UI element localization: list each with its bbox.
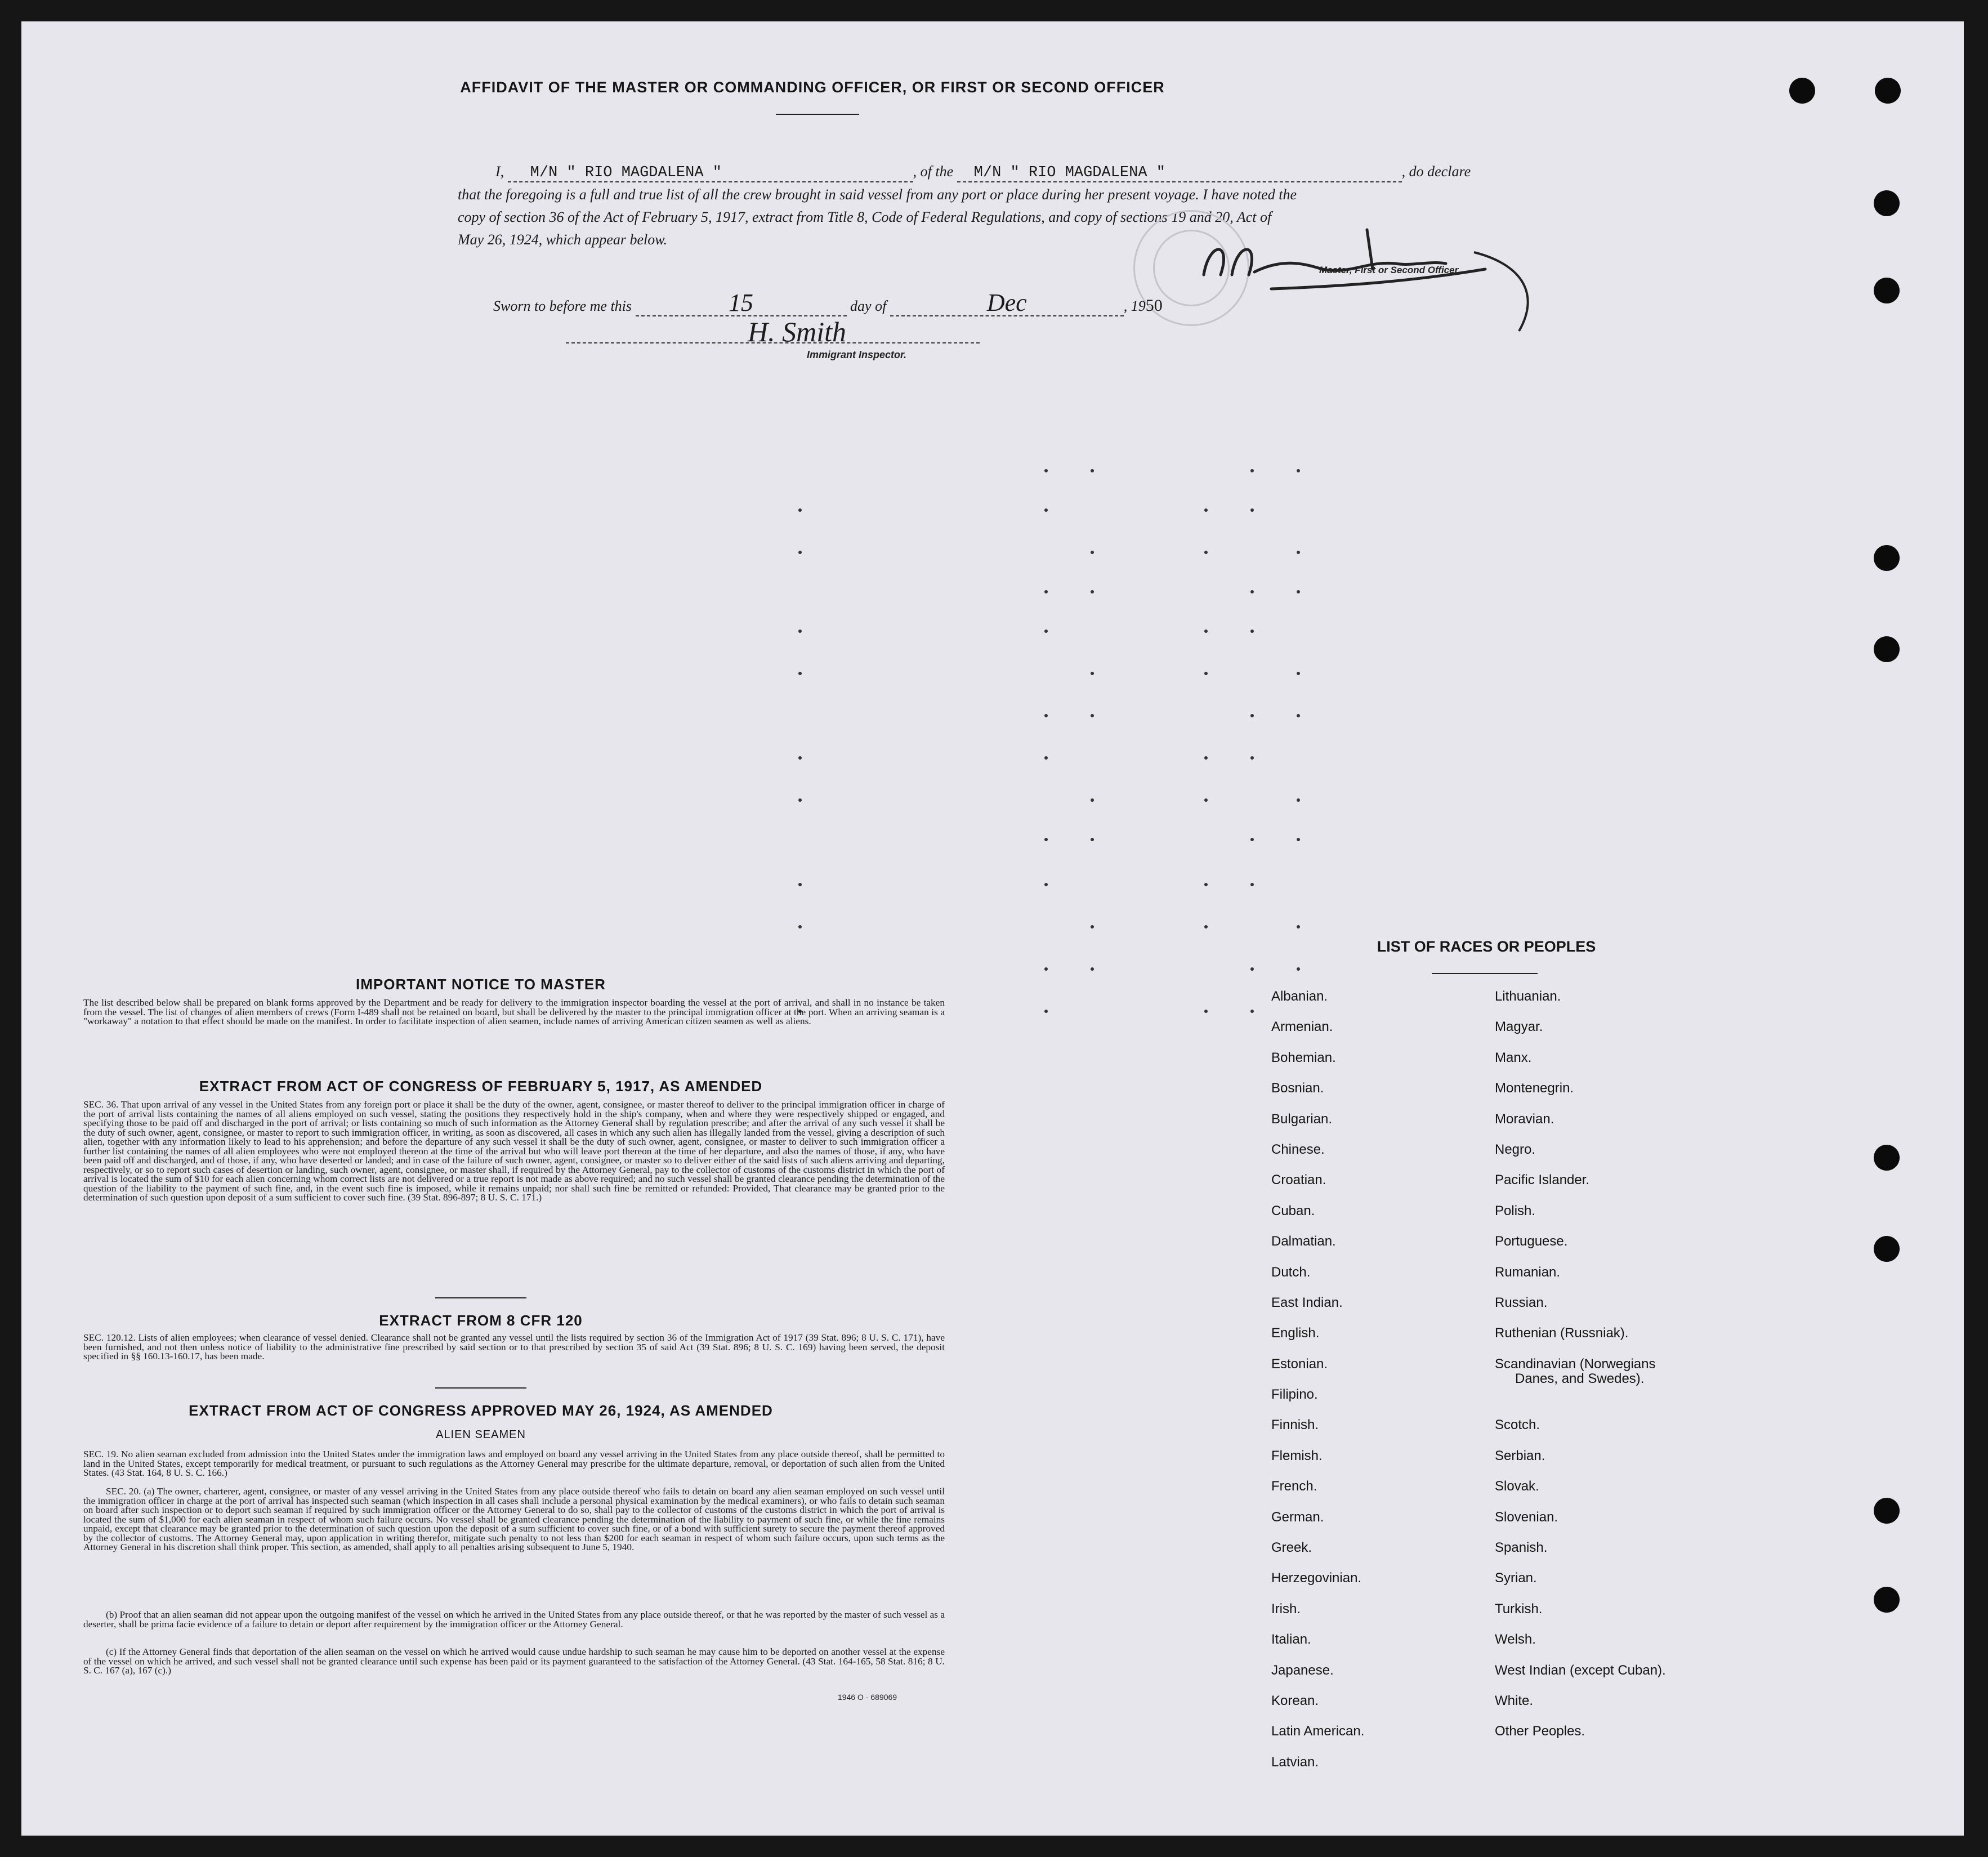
officer-name: M/N " RIO MAGDALENA " xyxy=(530,164,722,181)
vessel-name-field xyxy=(957,164,1402,182)
race-item: Polish. xyxy=(1495,1203,1536,1218)
punch-hole xyxy=(1875,78,1901,104)
race-item: Lithuanian. xyxy=(1495,989,1561,1004)
race-item: Korean. xyxy=(1271,1693,1319,1708)
race-item: West Indian (except Cuban). xyxy=(1495,1662,1666,1678)
sworn-line xyxy=(493,291,1163,316)
race-item: Albanian. xyxy=(1271,989,1328,1004)
race-item: Ruthenian (Russniak). xyxy=(1495,1325,1629,1341)
stray-dot xyxy=(1250,1010,1254,1013)
punch-hole xyxy=(1874,190,1900,216)
race-item: Montenegrin. xyxy=(1495,1081,1574,1096)
race-item: Spanish. xyxy=(1495,1540,1548,1556)
races-left-column xyxy=(1271,989,1364,1785)
sworn-year-prefix: , 19 xyxy=(1123,298,1146,314)
stray-dot xyxy=(1250,756,1254,760)
races-title-underline xyxy=(1432,973,1538,974)
race-item: Russian. xyxy=(1495,1294,1548,1310)
master-label: Master, First or Second Officer xyxy=(1319,265,1459,275)
race-item: Turkish. xyxy=(1495,1601,1543,1617)
extract-1924-sec19: SEC. 19. No alien seaman excluded from admission into the United States under the immigration laws and employed on board any vessel arriving in the United States from any place outside thereof, shall be permitted to land in the United States, except temporarily for medical treatment, or pursuant to such regulations as the Attorney General may prescribe for the ultimate departure, removal, or deportation of such alien from the United States. (43 Stat. 164, 8 U. S. C. 166.) xyxy=(83,1449,945,1478)
stray-dot xyxy=(1250,714,1254,717)
notice-body: The list described below shall be prepared on blank forms approved by the Department and be ready for delivery to the immigration inspector boarding the vessel at the port of arrival, and shall in no instance be taken from the vessel. The list of changes of alien members of crews (Form I-489 shall not be retained on board, but shall be delivered by the master to the principal immigration officer at the port. When an arriving seaman is a "workaway" a notation to that effect should be made on the manifest. In order to facilitate inspection of alien seamen, include names of arriving American citizen seamen as well as aliens. xyxy=(83,997,945,1026)
section-divider xyxy=(435,1387,526,1389)
stray-dot xyxy=(1297,551,1300,554)
affidavit-line-3: copy of section 36 of the Act of February 5, 1917, extract from Title 8, Code of Federal Regulations, and copy of sections 19 and 20, Act of xyxy=(458,209,1272,225)
race-item: Portuguese. xyxy=(1495,1234,1568,1249)
race-item: Dutch. xyxy=(1271,1264,1311,1280)
stray-dot xyxy=(1204,508,1208,512)
stray-dot xyxy=(798,883,802,886)
document-sheet xyxy=(21,21,1964,1836)
stray-dot xyxy=(1250,469,1254,472)
extract-1924-title: EXTRACT FROM ACT OF CONGRESS APPROVED MAY 26, 1924, AS AMENDED xyxy=(189,1402,773,1419)
race-item: Bosnian. xyxy=(1271,1081,1324,1096)
stray-dot xyxy=(1044,590,1048,593)
sworn-prefix: Sworn to before me this xyxy=(493,298,632,314)
stray-dot xyxy=(1297,672,1300,675)
stray-dot xyxy=(1091,925,1094,928)
stray-dot xyxy=(1204,925,1208,928)
race-item: Serbian. xyxy=(1495,1448,1545,1463)
inspector-signature: H. Smith xyxy=(748,316,846,347)
stray-dot xyxy=(1250,508,1254,512)
stray-dot xyxy=(1297,925,1300,928)
stray-dot xyxy=(1297,714,1300,717)
stray-dot xyxy=(1204,630,1208,633)
stray-dot xyxy=(1091,672,1094,675)
stray-dot xyxy=(1250,590,1254,593)
stray-dot xyxy=(1204,883,1208,886)
stray-dot xyxy=(1044,1010,1048,1013)
race-item: Scandinavian (Norwegians xyxy=(1495,1356,1656,1372)
stray-dot xyxy=(798,798,802,802)
stray-dot xyxy=(798,630,802,633)
races-title: LIST OF RACES OR PEOPLES xyxy=(1377,938,1596,955)
stray-dot xyxy=(1091,714,1094,717)
punch-hole xyxy=(1874,1236,1900,1262)
affidavit-line-4: May 26, 1924, which appear below. xyxy=(458,231,668,248)
stray-dot xyxy=(1250,630,1254,633)
race-item: Bohemian. xyxy=(1271,1050,1336,1065)
extract-1924-subtitle: ALIEN SEAMEN xyxy=(436,1429,526,1441)
stray-dot xyxy=(1091,469,1094,472)
race-item: Magyar. xyxy=(1495,1019,1543,1035)
race-item: Cuban. xyxy=(1271,1203,1315,1218)
stray-dot xyxy=(1044,714,1048,717)
stray-dot xyxy=(1297,967,1300,971)
stray-dot xyxy=(1044,469,1048,472)
stray-dot xyxy=(1297,469,1300,472)
stray-dot xyxy=(1250,967,1254,971)
sworn-day: 15 xyxy=(729,289,754,316)
stray-dot xyxy=(1204,798,1208,802)
sworn-month: Dec xyxy=(986,289,1027,316)
stray-dot xyxy=(798,756,802,760)
affidavit-title: AFFIDAVIT OF THE MASTER OR COMMANDING OFFICER, OR FIRST OR SECOND OFFICER xyxy=(460,79,1165,96)
punch-hole xyxy=(1874,1145,1900,1171)
race-item: Latin American. xyxy=(1271,1724,1365,1739)
stray-dot xyxy=(1250,838,1254,841)
extract-1924-sec20a: SEC. 20. (a) The owner, charterer, agent, consignee, or master of any vessel arriving in the United States from any place outside thereof who fails to detain on board any alien seaman employed on such vessel until the immigration officer in charge at the port of arrival has inspected such seaman (which inspection in all cases shall include a personal physical examination by the medical examiners), or who fails to detain such seaman on board after such inspection or to deport such seaman if required by such immigration officer or the Attorney General to do so, shall pay to the collector of customs of the customs district in which the port of arrival is located the sum of $1,000 for each alien seaman in respect of whom such failure occurs. No vessel shall be granted clearance pending the determination of the liability to payment of such fine, or while the fine remains unpaid, except that clearance may be granted prior to the determination of such question upon the deposit of a sum sufficient to cover such fine, or of a bond with sufficient surety to secure the payment thereof approved by the collector of customs. The Attorney General may, upon application in writing therefor, mitigate such penalty to not less than $200 for each seaman in respect of whom such failure occurs, upon such terms as the Attorney General in his discretion shall think proper. This section, as amended, shall apply to all penalties arising subsequent to June 5, 1940. xyxy=(83,1486,945,1552)
race-item: Latvian. xyxy=(1271,1754,1319,1770)
race-item: Manx. xyxy=(1495,1050,1532,1065)
extract-1917-body: SEC. 36. That upon arrival of any vessel in the United States from any foreign port or place it shall be the duty of the owner, agent, consignee, or master thereof to deliver to the principal immigration officer in charge of the port of arrival lists containing the names of all aliens employed on such vessel, stating the positions they respectively hold in the ship's company, when and where they were respectively shipped or engaged, and specifying those to be paid off and discharged in the port of arrival; or lists containing so much of such information as the Attorney General shall by regulation prescribe; and after the arrival of any such vessel it shall be the duty of such owner, agent, consignee, or master to report to such immigration officer, in writing, as soon as discovered, all cases in which any such alien has illegally landed from the vessel, giving a description of such alien, together with any information likely to lead to his apprehension; and before the departure of any such vessel it shall be the duty of such owner, agent, consignee, or master to deliver to such immigration officer a further list containing the names of all alien employees who were not employed thereon at the time of the arrival but who will leave port thereon at the time of her departure, and also the names of those, if any, who have been paid off and discharged, and of those, if any, who have deserted or landed; and in case of the failure of such owner, agent, consignee, or master so to deliver either of the said lists of such aliens arriving and departing, respectively, or so to report such cases of desertion or landing, such owner, agent, consignee, or master shall, if required by the Attorney General, pay to the collector of customs of the customs district in which the port of arrival is located the sum of $10 for each alien concerning whom correct lists are not delivered or a true report is not made as above required; and no such vessel shall be granted clearance pending the determination of the question of the liability to the payment of such fine, and, in the event such fine is imposed, while it remains unpaid; nor shall such fine be remitted or refunded: Provided, That clearance may be granted prior to the determination of such question upon deposit of a sum sufficient to cover such fine. (39 Stat. 896-897; 8 U. S. C. 171.) xyxy=(83,1099,945,1203)
punch-hole xyxy=(1874,278,1900,303)
punch-hole xyxy=(1874,1498,1900,1524)
race-item: Finnish. xyxy=(1271,1417,1319,1433)
race-item: Chinese. xyxy=(1271,1141,1325,1157)
stray-dot xyxy=(798,672,802,675)
line1-prefix: I, xyxy=(495,163,504,180)
extract-1917-title: EXTRACT FROM ACT OF CONGRESS OF FEBRUARY 5, 1917, AS AMENDED xyxy=(199,1078,763,1095)
stray-dot xyxy=(1091,838,1094,841)
punch-hole xyxy=(1789,78,1815,104)
race-item: Welsh. xyxy=(1495,1632,1536,1648)
line1-middle: , of the xyxy=(913,163,954,180)
stray-dot xyxy=(1044,756,1048,760)
stray-dot xyxy=(1250,883,1254,886)
race-item: Italian. xyxy=(1271,1632,1311,1648)
race-item: Pacific Islander. xyxy=(1495,1172,1590,1188)
races-right-column xyxy=(1495,989,1666,1755)
affidavit-line-1 xyxy=(495,163,1471,182)
stray-dot xyxy=(798,551,802,554)
officer-name-field xyxy=(508,164,913,182)
race-item: Slovenian. xyxy=(1495,1509,1558,1525)
print-code: 1946 O - 689069 xyxy=(838,1693,897,1702)
race-item: Rumanian. xyxy=(1495,1264,1561,1280)
stray-dot xyxy=(1204,551,1208,554)
stray-dot xyxy=(1297,590,1300,593)
race-item: Flemish. xyxy=(1271,1448,1323,1463)
stray-dot xyxy=(1297,798,1300,802)
race-item: Negro. xyxy=(1495,1141,1536,1157)
affidavit-line-2: that the foregoing is a full and true list of all the crew brought in said vessel from any port or place during her present voyage. I have noted the xyxy=(458,186,1297,203)
stray-dot xyxy=(1044,883,1048,886)
race-item: East Indian. xyxy=(1271,1294,1343,1310)
race-item: Estonian. xyxy=(1271,1356,1328,1372)
sworn-day-label: day of xyxy=(850,298,887,314)
race-item: Dalmatian. xyxy=(1271,1234,1336,1249)
race-item: Armenian. xyxy=(1271,1019,1333,1035)
stray-dot xyxy=(1044,508,1048,512)
race-item: Moravian. xyxy=(1495,1111,1554,1127)
race-item: Japanese. xyxy=(1271,1662,1334,1678)
vessel-name: M/N " RIO MAGDALENA " xyxy=(973,164,1165,181)
stray-dot xyxy=(1297,838,1300,841)
sworn-month-field xyxy=(890,291,1124,316)
extract-1924-sec20b: (b) Proof that an alien seaman did not appear upon the outgoing manifest of the vessel on which he arrived in the United States from any place outside thereof, or that he was reported by the master of such vessel as a deserter, shall be prima facie evidence of a failure to detain or deport after requirement by the immigration officer or the Attorney General. xyxy=(83,1609,945,1630)
line1-suffix: , do declare xyxy=(1401,163,1471,180)
sworn-day-field xyxy=(636,291,847,316)
race-item: Danes, and Swedes). xyxy=(1515,1371,1645,1386)
sworn-year: 50 xyxy=(1145,296,1163,315)
punch-hole xyxy=(1874,636,1900,662)
extract-1924-sec20c: (c) If the Attorney General finds that deportation of the alien seaman on the vessel on which he arrived would cause undue hardship to such seaman he may cause him to be deported on another vessel at the expense of the vessel on which he arrived, and such vessel shall not be granted clearance until such expense has been paid or its payment guaranteed to the satisfaction of the Attorney General. (43 Stat. 164-165, 58 Stat. 816; 8 U. S. C. 167 (a), 167 (c).) xyxy=(83,1646,945,1676)
race-item: Greek. xyxy=(1271,1540,1312,1556)
race-item: Croatian. xyxy=(1271,1172,1326,1188)
stray-dot xyxy=(1091,798,1094,802)
section-divider xyxy=(435,1297,526,1298)
race-item: French. xyxy=(1271,1479,1317,1494)
race-item: Slovak. xyxy=(1495,1479,1539,1494)
stray-dot xyxy=(1204,756,1208,760)
stray-dot xyxy=(1044,967,1048,971)
race-item: Syrian. xyxy=(1495,1570,1537,1586)
stray-dot xyxy=(1091,590,1094,593)
stray-dot xyxy=(1091,551,1094,554)
race-item: White. xyxy=(1495,1693,1534,1708)
title-underline xyxy=(776,114,859,115)
punch-hole xyxy=(1874,545,1900,571)
stray-dot xyxy=(798,508,802,512)
inspector-label: Immigrant Inspector. xyxy=(807,349,907,360)
race-item: Other Peoples. xyxy=(1495,1724,1585,1739)
extract-cfr-title: EXTRACT FROM 8 CFR 120 xyxy=(379,1312,583,1329)
race-item: German. xyxy=(1271,1509,1324,1525)
stray-dot xyxy=(1204,672,1208,675)
race-item: Irish. xyxy=(1271,1601,1301,1617)
race-item: Scotch. xyxy=(1495,1417,1540,1433)
stray-dot xyxy=(1091,967,1094,971)
race-item: Filipino. xyxy=(1271,1387,1318,1403)
race-item: English. xyxy=(1271,1325,1320,1341)
stray-dot xyxy=(798,925,802,928)
punch-hole xyxy=(1874,1587,1900,1613)
race-item: Herzegovinian. xyxy=(1271,1570,1362,1586)
extract-cfr-body: SEC. 120.12. Lists of alien employees; when clearance of vessel denied. Clearance shall not be granted any vessel until the lists required by section 36 of the Immigration Act of 1917 (39 Stat. 896; 8 U. S. C. 171), have been furnished, and not then unless notice of liability to the administrative fine prescribed by said section or to that prescribed by section 35 of said Act (39 Stat. 896; 8 U. S. C. 169) having been served, the deposit specified in §§ 160.13-160.17, has been made. xyxy=(83,1332,945,1361)
notice-title: IMPORTANT NOTICE TO MASTER xyxy=(356,976,606,993)
stray-dot xyxy=(1204,1010,1208,1013)
stray-dot xyxy=(1044,630,1048,633)
race-item: Bulgarian. xyxy=(1271,1111,1333,1127)
stray-dot xyxy=(1044,838,1048,841)
